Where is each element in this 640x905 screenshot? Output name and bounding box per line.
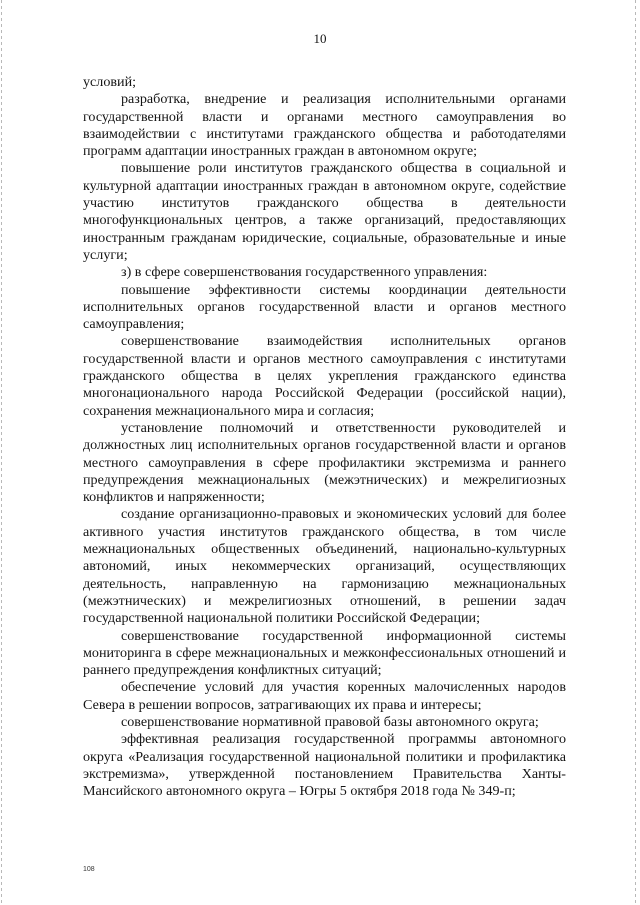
section-heading: з) в сфере совершенствования государственного управления:	[121, 264, 488, 281]
paragraph: разработка, внедрение и реализация исполнительными органами государственной власти и органами местного самоуправления во взаимодействии с институтами гражданского общества и работодателями программ адаптации иностранных граждан в автономном округе;	[83, 91, 566, 160]
paragraph: эффективная реализация государственной программы автономного округа «Реализация государственной национальной политики и профилактика экстремизма», утвержденной постановлением Правительства Ханты-Мансийского автономного округа – Югры 5 октября 2018 года № 349-п;	[83, 731, 566, 800]
paragraph: совершенствование государственной информационной системы мониторинга в сфере межнациональных и межконфессиональных отношений и раннего предупреждения конфликтных ситуаций;	[83, 627, 566, 679]
paragraph: обеспечение условий для участия коренных малочисленных народов Севера в решении вопросов, затрагивающих их права и интересы;	[83, 679, 566, 713]
scan-edge-right	[635, 0, 636, 905]
paragraph: установление полномочий и ответственности руководителей и должностных лиц исполнительных органов государственной власти и органов местного самоуправления в сфере профилактики экстремизма и раннего предупреждения межнациональных (межэтнических) и межрелигиозных конфликтов и напряженности;	[83, 419, 566, 506]
paragraph: повышение роли институтов гражданского общества в социальной и культурной адаптации иностранных граждан в автономном округе, содействие участию институтов гражданского общества в деятельности многофункциональных центров, а также организаций, предоставляющих иностранным гражданам юридические, социальные, образовательные и иные услуги;	[83, 160, 566, 263]
paragraph: совершенствование нормативной правовой базы автономного округа;	[121, 713, 539, 730]
scan-edge-left	[1, 0, 2, 905]
page-number: 10	[313, 31, 327, 46]
paragraph: повышение эффективности системы координации деятельности исполнительных органов государственной власти и органов местного самоуправления;	[83, 281, 566, 333]
paragraph: условий;	[83, 74, 137, 90]
document-body	[83, 74, 566, 800]
paragraph: совершенствование взаимодействия исполнительных органов государственной власти и органов местного самоуправления с институтами гражданского общества в целях укрепления гражданского единства многонационального народа Российской Федерации (российской нации), сохранения межнационального мира и согласия;	[83, 333, 566, 419]
footer-code: 108	[83, 866, 95, 873]
paragraph: создание организационно-правовых и экономических условий для более активного участия институтов гражданского общества, в том числе межнациональных общественных объединений, национально-культурных автономий, иных некоммерческих организаций, осуществляющих деятельность, направленную на гармонизацию межнациональных (межэтнических) и межрелигиозных отношений, в решении задач государственной национальной политики Российской Федерации;	[83, 506, 566, 627]
